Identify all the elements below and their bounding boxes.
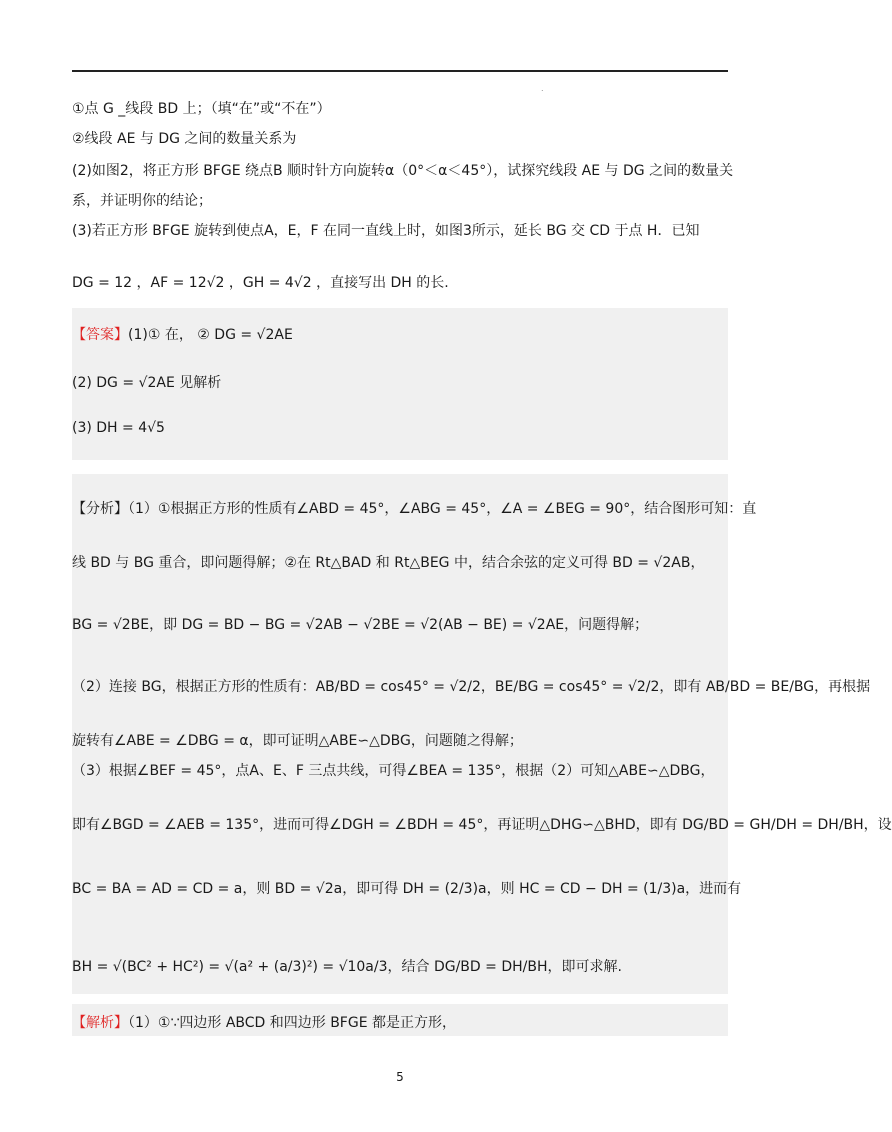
- header-dot: .: [541, 84, 544, 93]
- q2-line1: (2)如图2，将正方形 BFGE 绕点B 顺时针方向旋转α（0°＜α＜45°），试探究线段 AE 与 DG 之间的数量关: [72, 163, 734, 179]
- analysis-p9: BH = √(BC² + HC²) = √(a² + (a/3)²) = √10a/3，结合 DG/BD = DH/BH，即可求解.: [72, 959, 622, 975]
- analysis-text-1: （1）①根据正方形的性质有∠ABD = 45°，∠ABG = 45°，∠A = ∠BEG = 90°，结合图形可知：直: [128, 501, 757, 517]
- analysis-p8: BC = BA = AD = CD = a，则 BD = √2a，即可得 DH = (2/3)a，则 HC = CD − DH = (1/3)a，进而有: [72, 881, 742, 897]
- answer-text-1: (1)① 在， ② DG = √2AE: [128, 327, 293, 343]
- q1-item1: ①点 G _线段 BD 上；（填“在”或“不在”）: [72, 101, 331, 117]
- q1-item2: ②线段 AE 与 DG 之间的数量关系为: [72, 131, 297, 147]
- q2-line2: 系，并证明你的结论；: [72, 193, 212, 209]
- q3-line1: (3)若正方形 BFGE 旋转到使点A，E，F 在同一直线上时，如图3所示，延长 BG 交 CD 于点 H．已知: [72, 223, 700, 239]
- analysis-p3: BG = √2BE，即 DG = BD − BG = √2AB − √2BE = √2(AB − BE) = √2AE，问题得解；: [72, 617, 649, 633]
- analysis-p1: [72, 498, 756, 518]
- analysis-p5: 旋转有∠ABE = ∠DBG = α，即可证明△ABE∽△DBG，问题随之得解；: [72, 733, 523, 749]
- q3-line2: DG = 12 ，AF = 12√2 ，GH = 4√2 ，直接写出 DH 的长.: [72, 275, 449, 291]
- header-rule: [72, 70, 728, 72]
- analysis-p2: 线 BD 与 BG 重合，即问题得解；②在 Rt△BAD 和 Rt△BEG 中，结合余弦的定义可得 BD = √2AB，: [72, 555, 705, 571]
- answer-line1: [72, 324, 293, 344]
- analysis-tag: 【分析】: [72, 501, 128, 517]
- answer-line2: (2) DG = √2AE 见解析: [72, 375, 222, 391]
- page-number: 5: [396, 1070, 404, 1084]
- answer-tag: 【答案】: [72, 327, 128, 343]
- solution-tag: 【解析】: [72, 1015, 128, 1031]
- analysis-p4: （2）连接 BG，根据正方形的性质有：AB/BD = cos45° = √2/2，BE/BG = cos45° = √2/2，即有 AB/BD = BE/BG，再根据: [72, 679, 871, 695]
- analysis-p7: 即有∠BGD = ∠AEB = 135°，进而可得∠DGH = ∠BDH = 45°，再证明△DHG∽△BHD，即有 DG/BD = GH/DH = DH/BH，设: [72, 817, 892, 833]
- solution-text-1: （1）①∵四边形 ABCD 和四边形 BFGE 都是正方形，: [128, 1015, 457, 1031]
- solution-line1: [72, 1012, 456, 1032]
- analysis-p6: （3）根据∠BEF = 45°，点A、E、F 三点共线，可得∠BEA = 135°，根据（2）可知△ABE∽△DBG，: [72, 763, 715, 779]
- answer-line3: (3) DH = 4√5: [72, 420, 165, 436]
